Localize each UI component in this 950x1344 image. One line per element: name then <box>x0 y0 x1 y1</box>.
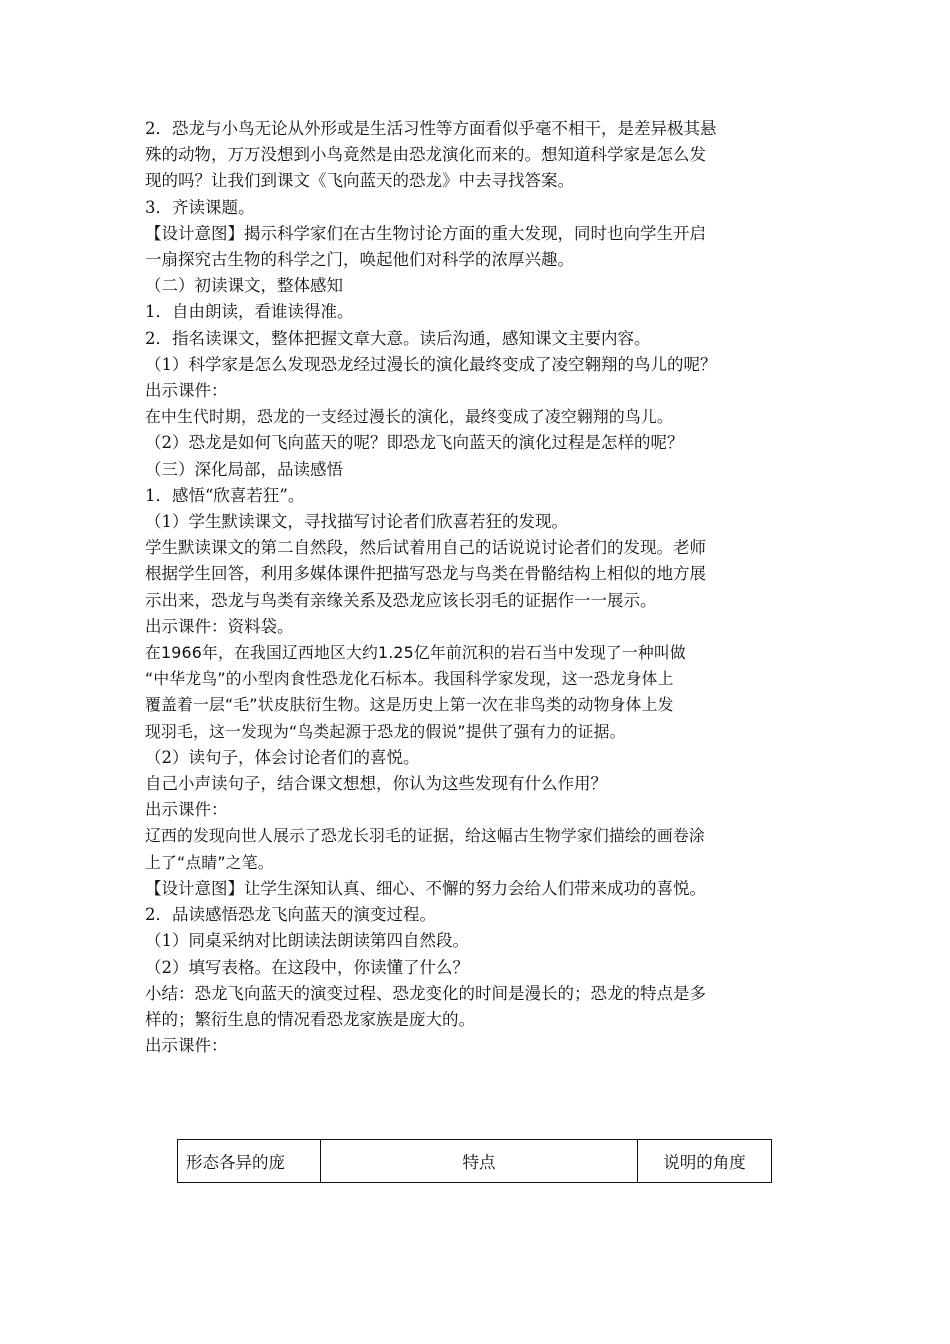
text-line: （2）填写表格。在这段中，你读懂了什么？ <box>145 957 469 977</box>
text-line: 一扇探究古生物的科学之门，唤起他们对科学的浓厚兴趣。 <box>145 250 574 270</box>
text-line: 出示课件： <box>145 800 228 820</box>
courseware-quote: “中华龙鸟”的小型肉食性恐龙化石标本。我国科学家发现，这一恐龙身体上 <box>145 669 674 689</box>
text-line: 2．品读感悟恐龙飞向蓝天的演变过程。 <box>145 905 436 925</box>
text-line: 1．感悟“欣喜若狂”。 <box>145 485 305 505</box>
design-intent: 【设计意图】揭示科学家们在古生物讨论方面的重大发现，同时也向学生开启 <box>145 223 706 243</box>
text-line: 2．恐龙与小鸟无论从外形或是生活习性等方面看似乎毫不相干，是差异极其悬 <box>145 119 717 138</box>
text-line: 1．自由朗读，看谁读得准。 <box>145 302 354 322</box>
text-line: （1）学生默读课文，寻找描写讨论者们欣喜若狂的发现。 <box>145 512 568 532</box>
courseware-quote: 辽西的发现向世人展示了恐龙长羽毛的证据，给这幅古生物学家们描绘的画卷涂 <box>145 826 705 846</box>
text-line: 小结：恐龙飞向蓝天的演变过程、恐龙变化的时间是漫长的；恐龙的特点是多 <box>145 983 706 1003</box>
text-line: （1）科学家是怎么发现恐龙经过漫长的演化最终变成了凌空翱翔的鸟儿的呢？ <box>145 354 717 374</box>
text-line: 3．齐读课题。 <box>145 197 255 217</box>
table-cell: 说明的角度 <box>638 1140 772 1183</box>
section-heading: （二）初读课文，整体感知 <box>145 276 343 296</box>
text-line: 示出来，恐龙与鸟类有亲缘关系及恐龙应该长羽毛的证据作一一展示。 <box>145 590 657 610</box>
text-line: 根据学生回答，利用多媒体课件把描写恐龙与鸟类在骨骼结构上相似的地方展 <box>145 564 706 584</box>
table-row <box>178 1140 772 1183</box>
design-intent: 【设计意图】让学生深知认真、细心、不懈的努力会给人们带来成功的喜悦。 <box>145 878 706 898</box>
text-line: 现的吗？让我们到课文《飞向蓝天的恐龙》中去寻找答案。 <box>145 171 574 191</box>
text-line: 出示课件：资料袋。 <box>145 616 294 636</box>
text-line: 出示课件： <box>145 381 228 401</box>
text-line: 殊的动物，万万没想到小鸟竟然是由恐龙演化而来的。想知道科学家是怎么发 <box>145 145 706 165</box>
text-line: 自己小声读句子，结合课文想想，你认为这些发现有什么作用？ <box>145 774 607 794</box>
courseware-quote: 在中生代时期，恐龙的一支经过漫长的演化，最终变成了凌空翱翔的鸟儿。 <box>145 407 673 427</box>
text-line: 学生默读课文的第二自然段，然后试着用自己的话说说讨论者们的发现。老师 <box>145 538 706 558</box>
courseware-quote: 在1966年，在我国辽西地区大约1.25亿年前沉积的岩石当中发现了一种叫做 <box>145 643 686 663</box>
table-cell: 形态各异的庞 <box>178 1140 321 1183</box>
table-cell: 特点 <box>321 1140 638 1183</box>
section-heading: （三）深化局部，品读感悟 <box>145 459 343 479</box>
text-line: 出示课件： <box>145 1036 228 1056</box>
document-body <box>145 116 810 1059</box>
courseware-quote: 覆盖着一层“毛”状皮肤衍生物。这是历史上第一次在非鸟类的动物身体上发 <box>145 695 674 715</box>
courseware-quote: 现羽毛，这一发现为“鸟类起源于恐龙的假说”提供了强有力的证据。 <box>145 721 626 741</box>
text-line: （1）同桌采纳对比朗读法朗读第四自然段。 <box>145 931 469 951</box>
text-line: （2）恐龙是如何飞向蓝天的呢？即恐龙飞向蓝天的演化过程是怎样的呢？ <box>145 433 684 453</box>
text-line: 样的；繁衍生息的情况看恐龙家族是庞大的。 <box>145 1009 475 1029</box>
courseware-table <box>177 1139 772 1183</box>
text-line: （2）读句子，体会讨论者们的喜悦。 <box>145 747 420 767</box>
courseware-quote: 上了“点睛”之笔。 <box>145 852 274 872</box>
text-line: 2．指名读课文，整体把握文章大意。读后沟通，感知课文主要内容。 <box>145 328 651 348</box>
